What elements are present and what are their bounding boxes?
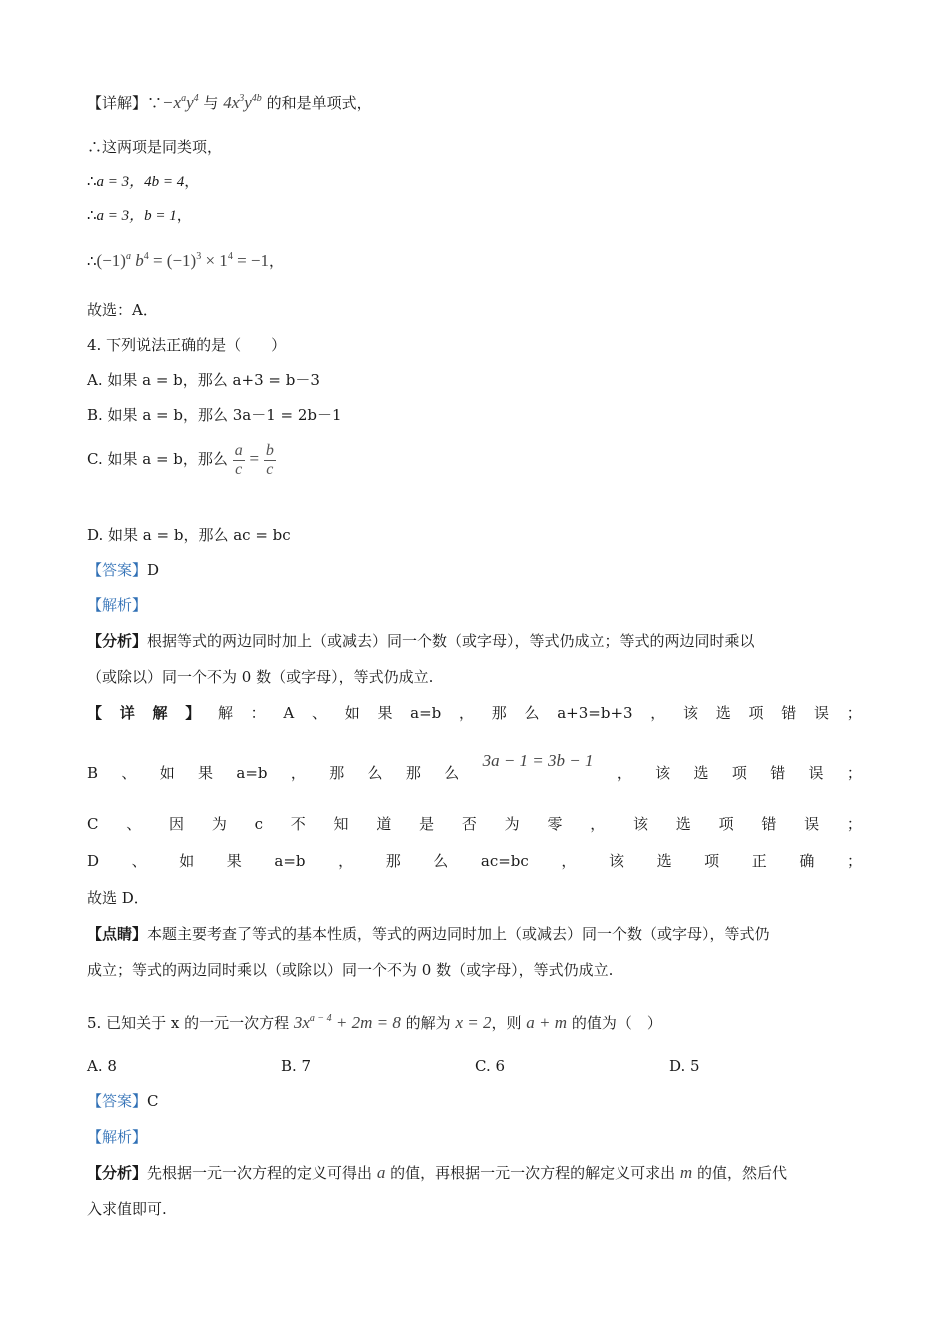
q4-jiexi-label: 【解析】 [87, 596, 148, 614]
fraction-a-over-c: $\frac{a}{c}$ [234, 441, 243, 478]
q3-choose: 故选：A． [87, 301, 158, 319]
math-a-plus-m: a + m [526, 1013, 568, 1032]
q4-remark-1: 【点睛】本题主要考查了等式的基本性质，等式的两边同时加上（或减去）同一个数（或字母），等式仍 [87, 925, 770, 943]
q4-option-d: D. 如果 a = b，那么 ac = bc [87, 526, 291, 544]
math-equation: $3x^{a - 4} + 2m = 8$ [293, 1013, 401, 1032]
q4-answer: 【答案】D [87, 561, 160, 579]
math-solution: x = 2 [455, 1013, 492, 1032]
q4-option-a: A. 如果 a = b，那么 a+3 = b－3 [87, 371, 320, 389]
q4-d-row: D 、 如 果 a=b ， 那 么 ac=bc ， 该 选 项 正 确 ； [87, 852, 862, 870]
q3-line-3: ∴a = 3，4b = 4， [87, 172, 200, 190]
q3-line-4: ∴a = 3，b = 1， [87, 206, 192, 224]
q3-line-5: $\therefore(-1)^a$ $b^4 = (-1)^3 \times 1^4 = -1$， [87, 251, 285, 270]
q4-remark-2: 成立；等式的两边同时乘以（或除以）同一个不为 0 数（或字母），等式仍成立. [87, 961, 614, 979]
answer-label: 【答案】 [87, 561, 148, 579]
q5-answer: 【答案】C [87, 1092, 159, 1110]
q4-analysis-2: （或除以）同一个不为 0 数（或字母），等式仍成立. [87, 668, 434, 686]
math-term1: $-x^ay^4$ [162, 93, 199, 112]
q5-analysis-1: 【分析】先根据一元一次方程的定义可得出 a 的值，再根据一元一次方程的解定义可求出 m 的值，然后代 [87, 1163, 787, 1182]
q4-stem: 4. 下列说法正确的是（ ） [87, 336, 287, 354]
q4-analysis-1: 【分析】根据等式的两边同时加上（或减去）同一个数（或字母），等式仍成立；等式的两边同时乘以 [87, 632, 755, 650]
fraction-b-over-c: $\frac{b}{c}$ [265, 441, 274, 478]
q5-jiexi-label: 【解析】 [87, 1128, 148, 1146]
answer-label: 【答案】 [87, 1092, 148, 1110]
q4-b-row: B 、 如 果 a=b ， 那 么 那 么 3a − 1 = 3b − 1 ， 该 选 项 错 误 ； [87, 751, 862, 782]
q4-option-b: B. 如果 a = b，那么 3a－1 = 2b－1 [87, 406, 342, 424]
q4-choose: 故选 D． [87, 889, 149, 907]
q5-option-d: D. 5 [669, 1057, 700, 1075]
math-term2: $4x^3y^{4b}$ [223, 93, 262, 112]
q5-analysis-2: 入求值即可. [87, 1200, 167, 1218]
q4-detail-row: 【 详 解 】 解 ： A 、 如 果 a=b ， 那 么 a+3=b+3 ， 该 选 项 错 误 ； [87, 704, 862, 722]
math-3a-3b: 3a − 1 = 3b − 1 [482, 751, 594, 770]
q5-option-c: C. 6 [475, 1057, 506, 1075]
q5-option-b: B. 7 [281, 1057, 312, 1075]
q5-option-a: A. 8 [87, 1057, 117, 1075]
q4-option-c: C. 如果 a = b，那么 $\frac{a}{c}$ = $\frac{b}{c}$ [87, 441, 274, 478]
q3-detail-line: 【详解】$\because-x^ay^4$ 与 $4x^3y^{4b}$ 的和是单项式， [87, 93, 372, 112]
q4-c-row: C 、 因 为 c 不 知 道 是 否 为 零 ， 该 选 项 错 误 ； [87, 815, 862, 833]
q3-line-2: ∴这两项是同类项， [87, 138, 223, 156]
q5-stem: 5. 已知关于 x 的一元一次方程 $3x^{a - 4} + 2m = 8$ 的解为 x = 2，则 a + m 的值为（ ） [87, 1013, 662, 1032]
detail-label: 【详解】 [87, 94, 148, 112]
